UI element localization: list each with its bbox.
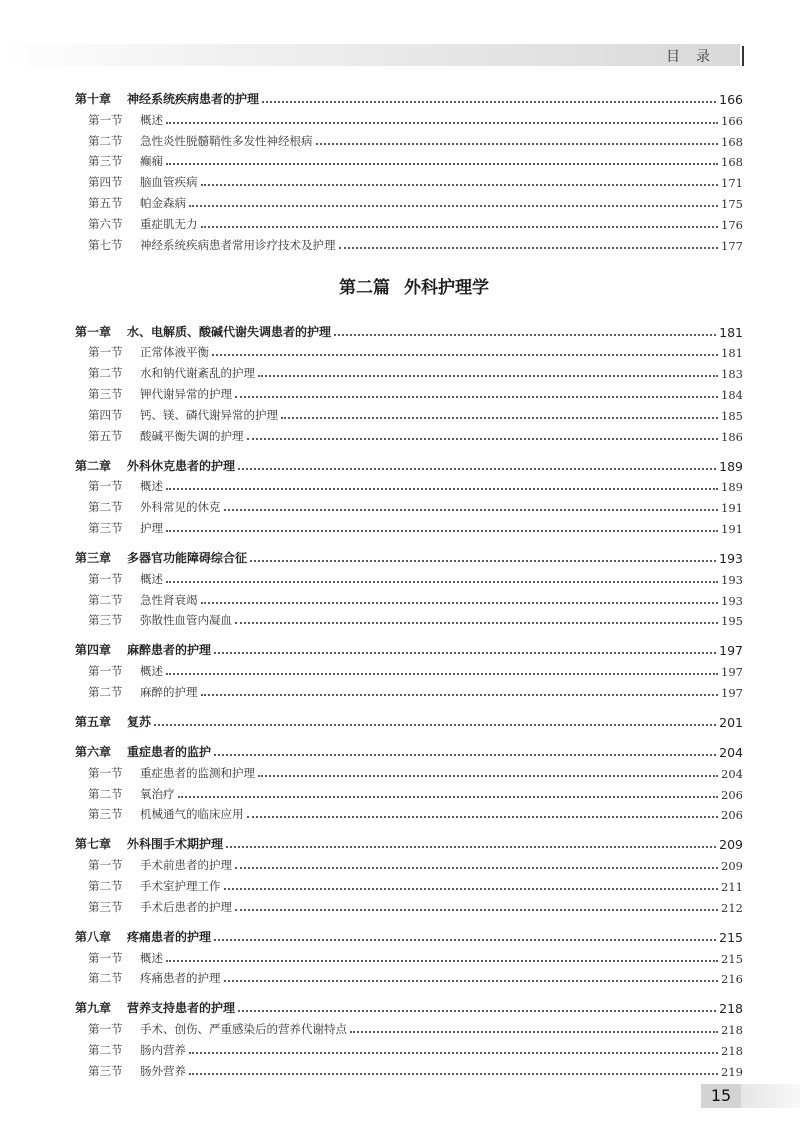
section-number: 第二节: [88, 786, 140, 802]
toc-section-entry[interactable]: [75, 873, 743, 894]
dot-leader: [189, 1052, 718, 1054]
chapter-title: 水、电解质、酸碱代谢失调患者的护理: [127, 324, 332, 339]
section-number: 第二节: [88, 684, 140, 700]
dot-leader: [224, 980, 719, 982]
dot-leader: [214, 652, 716, 654]
section-number: 第三节: [88, 612, 140, 628]
dot-leader: [189, 205, 718, 207]
chapter-gap: [75, 986, 743, 995]
dot-leader: [235, 622, 718, 624]
toc-section-entry[interactable]: [75, 781, 743, 802]
section-page: 209: [721, 859, 743, 874]
chapter-number: 第二章: [75, 457, 127, 474]
section-number: 第六节: [88, 216, 140, 232]
section-page: 218: [721, 1023, 743, 1038]
toc-section-entry[interactable]: [75, 340, 743, 361]
section-number: 第五节: [88, 195, 140, 211]
section-number: 第三节: [88, 153, 140, 169]
chapter-title: 营养支持患者的护理: [127, 1001, 236, 1016]
section-title: 帕金森病: [140, 195, 186, 210]
dot-leader: [262, 101, 716, 103]
dot-leader: [334, 334, 716, 336]
header-band: [0, 44, 740, 66]
section-title: 概述: [140, 112, 163, 127]
dot-leader: [224, 888, 719, 890]
section-title: 重症患者的监测和护理: [140, 765, 255, 780]
section-page: 193: [721, 572, 743, 587]
dot-leader: [258, 775, 718, 777]
section-page: 189: [721, 480, 743, 495]
section-page: 184: [721, 387, 743, 402]
dot-leader: [214, 939, 716, 941]
toc-chapter-entry[interactable]: [75, 739, 743, 760]
section-title: 护理: [140, 520, 163, 535]
section-page: 197: [721, 665, 743, 680]
header-divider-bar: [742, 46, 744, 66]
dot-leader: [235, 867, 718, 869]
section-title: 水和钠代谢紊乱的护理: [140, 366, 255, 381]
dot-leader: [224, 509, 719, 511]
dot-leader: [238, 1010, 716, 1012]
toc-section-entry[interactable]: [75, 190, 743, 211]
chapter-title: 多器官功能障碍综合征: [127, 550, 248, 565]
section-number: 第四节: [88, 407, 140, 423]
section-page: 215: [721, 951, 743, 966]
toc-section-entry[interactable]: [75, 760, 743, 781]
section-page: 216: [721, 972, 743, 987]
toc-chapter-entry[interactable]: [75, 637, 743, 658]
footer-band: [741, 1084, 800, 1108]
section-number: 第三节: [88, 899, 140, 915]
section-page: 191: [721, 521, 743, 536]
toc-section-entry[interactable]: [75, 852, 743, 873]
section-page: 197: [721, 685, 743, 700]
section-title: 概述: [140, 479, 163, 494]
chapter-gap: [75, 822, 743, 831]
section-title: 神经系统疾病患者常用诊疗技术及护理: [140, 237, 336, 252]
toc-chapter-entry[interactable]: [75, 545, 743, 566]
section-page: 219: [721, 1064, 743, 1079]
page-number: 15: [701, 1084, 741, 1108]
section-number: 第一节: [88, 478, 140, 494]
chapter-title: 神经系统疾病患者的护理: [127, 92, 260, 106]
section-number: 第一节: [88, 663, 140, 679]
toc-section-entry[interactable]: [75, 494, 743, 515]
dot-leader: [201, 694, 719, 696]
toc-chapter-entry[interactable]: [75, 453, 743, 474]
chapter-title: 外科休克患者的护理: [127, 458, 236, 473]
dot-leader: [250, 560, 716, 562]
section-title: 肠外营养: [140, 1063, 186, 1078]
chapter-page: 204: [719, 744, 743, 760]
dot-leader: [178, 796, 719, 798]
section-number: 第二节: [88, 970, 140, 986]
section-page: 193: [721, 593, 743, 608]
chapter-number: 第五章: [75, 713, 127, 730]
chapter-number: 第一章: [75, 323, 127, 340]
toc-section-entry[interactable]: [75, 360, 743, 381]
dot-leader: [247, 438, 719, 440]
chapter-gap: [75, 536, 743, 545]
toc-section-entry[interactable]: [75, 402, 743, 423]
chapter-gap: [75, 730, 743, 739]
section-number: 第二节: [88, 499, 140, 515]
section-title: 机械通气的临床应用: [140, 807, 244, 822]
section-title: 外科常见的休克: [140, 500, 221, 515]
section-title: 重症肌无力: [140, 216, 198, 231]
toc-chapter-entry[interactable]: [75, 924, 743, 945]
section-title: 肠内营养: [140, 1042, 186, 1057]
section-number: 第三节: [88, 520, 140, 536]
chapter-page: 189: [719, 458, 743, 474]
section-page: 195: [721, 614, 743, 629]
toc-section-entry[interactable]: [75, 587, 743, 608]
section-page: 186: [721, 429, 743, 444]
dot-leader: [235, 396, 718, 398]
section-number: 第二节: [88, 878, 140, 894]
section-title: 概述: [140, 950, 163, 965]
dot-leader: [258, 375, 718, 377]
chapter-title: 疼痛患者的护理: [127, 929, 212, 944]
section-number: 第一节: [88, 112, 140, 128]
toc-section-entry[interactable]: [75, 566, 743, 587]
section-number: 第二节: [88, 592, 140, 608]
section-page: 168: [721, 155, 743, 170]
dot-leader: [247, 816, 719, 818]
toc-section-entry[interactable]: [75, 515, 743, 536]
dot-leader: [350, 1031, 718, 1033]
section-number: 第三节: [88, 806, 140, 822]
toc-section-entry[interactable]: [75, 1016, 743, 1037]
toc-chapter-entry[interactable]: [75, 319, 743, 340]
dot-leader: [226, 846, 716, 848]
toc-section-entry[interactable]: [75, 107, 743, 128]
section-page: 181: [721, 346, 743, 361]
section-title: 手术、创伤、严重感染后的营养代谢特点: [140, 1022, 347, 1037]
chapter-number: 第九章: [75, 999, 127, 1016]
toc-chapter-entry[interactable]: [75, 86, 743, 107]
chapter-page: 181: [719, 324, 743, 340]
toc-section-entry[interactable]: [75, 149, 743, 170]
section-number: 第一节: [88, 857, 140, 873]
chapter-number: 第十章: [75, 90, 127, 107]
chapter-gap: [75, 444, 743, 453]
dot-leader: [281, 417, 718, 419]
section-page: 206: [721, 787, 743, 802]
dot-leader: [166, 488, 718, 490]
toc-section-entry[interactable]: [75, 232, 743, 253]
section-number: 第四节: [88, 174, 140, 190]
section-title: 钙、镁、磷代谢异常的护理: [140, 407, 278, 422]
toc-section-entry[interactable]: [75, 894, 743, 915]
section-page: 171: [721, 176, 743, 191]
toc-section-entry[interactable]: [75, 211, 743, 232]
chapter-number: 第三章: [75, 549, 127, 566]
section-title: 氧治疗: [140, 786, 175, 801]
dot-leader: [189, 1073, 718, 1075]
chapter-title: 复苏: [127, 714, 152, 729]
dot-leader: [201, 226, 719, 228]
chapter-page: 166: [719, 92, 743, 107]
section-number: 第二节: [88, 133, 140, 149]
dot-leader: [238, 468, 716, 470]
section-number: 第五节: [88, 428, 140, 444]
chapter-gap: [75, 628, 743, 637]
section-number: 第一节: [88, 765, 140, 781]
part-name: 外科护理学: [404, 277, 489, 298]
section-title: 癫痫: [140, 154, 163, 169]
chapter-page: 215: [719, 929, 743, 945]
chapter-gap: [75, 915, 743, 924]
section-title: 概述: [140, 664, 163, 679]
chapter-page: 209: [719, 837, 743, 853]
dot-leader: [166, 673, 718, 675]
chapter-number: 第八章: [75, 928, 127, 945]
section-title: 概述: [140, 571, 163, 586]
dot-leader: [166, 581, 718, 583]
toc-chapter-entry[interactable]: [75, 709, 743, 730]
section-page: 176: [721, 217, 743, 232]
section-number: 第七节: [88, 237, 140, 253]
toc-chapter-entry[interactable]: [75, 995, 743, 1016]
section-title: 疼痛患者的护理: [140, 971, 221, 986]
section-number: 第二节: [88, 365, 140, 381]
toc-section-entry[interactable]: [75, 128, 743, 149]
chapter-title: 重症患者的监护: [127, 744, 212, 759]
toc-section-entry[interactable]: [75, 966, 743, 987]
section-page: 177: [721, 238, 743, 253]
section-title: 手术室护理工作: [140, 878, 221, 893]
dot-leader: [212, 354, 718, 356]
section-title: 手术后患者的护理: [140, 899, 232, 914]
running-header-title: 目录: [666, 49, 726, 65]
section-title: 急性肾衰竭: [140, 592, 198, 607]
part-title: [75, 259, 743, 319]
section-title: 手术前患者的护理: [140, 858, 232, 873]
dot-leader: [316, 143, 719, 145]
dot-leader: [166, 122, 718, 124]
section-title: 酸碱平衡失调的护理: [140, 428, 244, 443]
section-title: 弥散性血管内凝血: [140, 613, 232, 628]
dot-leader: [166, 960, 718, 962]
section-title: 钾代谢异常的护理: [140, 386, 232, 401]
chapter-number: 第七章: [75, 835, 127, 852]
toc-section-entry[interactable]: [75, 1058, 743, 1079]
toc-section-entry[interactable]: [75, 679, 743, 700]
toc-section-entry[interactable]: [75, 608, 743, 629]
dot-leader: [214, 754, 716, 756]
section-number: 第三节: [88, 1063, 140, 1079]
dot-leader: [154, 724, 716, 726]
dot-leader: [166, 530, 718, 532]
section-title: 脑血管疾病: [140, 175, 198, 190]
section-number: 第一节: [88, 344, 140, 360]
dot-leader: [166, 163, 718, 165]
section-page: 168: [721, 134, 743, 149]
section-page: 211: [721, 879, 743, 894]
toc-section-entry[interactable]: [75, 169, 743, 190]
section-page: 166: [721, 113, 743, 128]
section-number: 第二节: [88, 1042, 140, 1058]
chapter-title: 外科围手术期护理: [127, 837, 224, 852]
section-number: 第三节: [88, 386, 140, 402]
dot-leader: [201, 184, 719, 186]
chapter-page: 218: [719, 1001, 743, 1017]
section-number: 第一节: [88, 1021, 140, 1037]
part-number: 第二篇: [339, 277, 390, 298]
section-page: 175: [721, 196, 743, 211]
section-title: 麻醉的护理: [140, 684, 198, 699]
dot-leader: [235, 909, 718, 911]
chapter-title: 麻醉患者的护理: [127, 643, 212, 658]
dot-leader: [201, 602, 719, 604]
chapter-page: 201: [719, 714, 743, 730]
toc-section-entry[interactable]: [75, 802, 743, 823]
toc-chapter-entry[interactable]: [75, 831, 743, 852]
section-number: 第一节: [88, 571, 140, 587]
chapter-page: 197: [719, 643, 743, 659]
toc-section-entry[interactable]: [75, 1037, 743, 1058]
toc-section-entry[interactable]: [75, 658, 743, 679]
chapter-gap: [75, 700, 743, 709]
table-of-contents: [75, 86, 743, 1079]
section-page: 185: [721, 408, 743, 423]
chapter-page: 193: [719, 550, 743, 566]
section-page: 183: [721, 367, 743, 382]
section-page: 218: [721, 1043, 743, 1058]
section-page: 204: [721, 766, 743, 781]
section-number: 第一节: [88, 950, 140, 966]
dot-leader: [339, 247, 719, 249]
toc-section-entry[interactable]: [75, 381, 743, 402]
toc-section-entry[interactable]: [75, 474, 743, 495]
section-title: 急性炎性脱髓鞘性多发性神经根病: [140, 133, 313, 148]
section-page: 206: [721, 808, 743, 823]
chapter-number: 第四章: [75, 641, 127, 658]
chapter-number: 第六章: [75, 743, 127, 760]
section-page: 191: [721, 501, 743, 516]
toc-section-entry[interactable]: [75, 945, 743, 966]
toc-section-entry[interactable]: [75, 423, 743, 444]
section-title: 正常体液平衡: [140, 345, 209, 360]
section-page: 212: [721, 900, 743, 915]
